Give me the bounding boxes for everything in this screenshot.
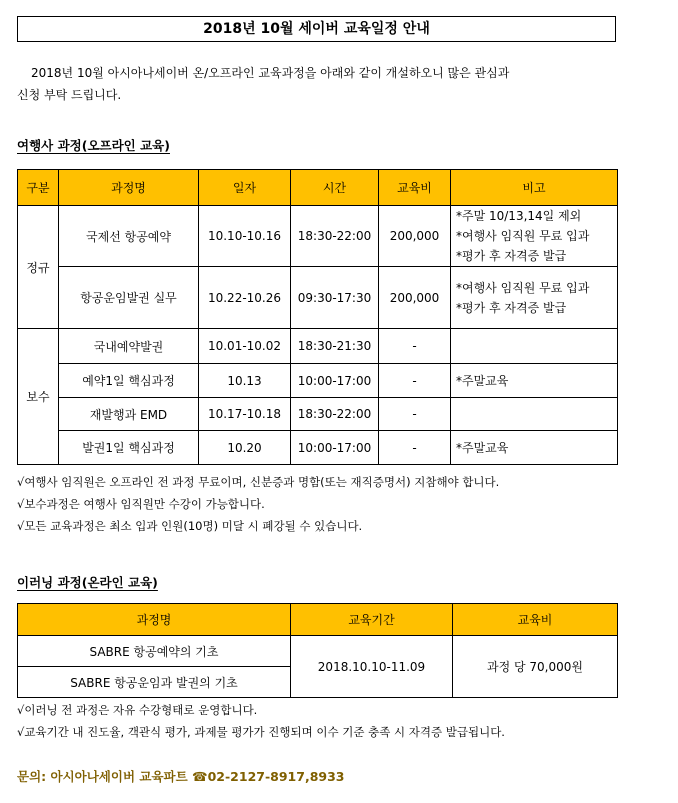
table-row [18,329,618,364]
remark-line: *주말 10/13,14일 제외 [456,209,582,223]
fee-cell: - [379,431,451,465]
date-cell: 10.10-10.16 [199,206,291,267]
remarks-cell: *주말교육 [451,364,618,398]
remarks-cell [451,329,618,364]
header-course: 과정명 [18,604,291,636]
fee-cell: - [379,364,451,398]
header-period: 교육기간 [291,604,453,636]
fee-cell: 200,000 [379,267,451,329]
footnote: √모든 교육과정은 최소 입과 인원(10명) 미달 시 폐강될 수 있습니다. [17,519,363,533]
course-cell: 국제선 항공예약 [59,206,199,267]
header-time: 시간 [291,170,379,206]
date-cell: 10.13 [199,364,291,398]
online-course-table [17,603,618,698]
fee-cell: 200,000 [379,206,451,267]
course-cell: 재발행과 EMD [59,398,199,431]
page-title: 2018년 10월 세이버 교육일정 안내 [17,16,616,42]
footnote: √보수과정은 여행사 임직원만 수강이 가능합니다. [17,497,265,511]
intro-line-1: 2018년 10월 아시아나세이버 온/오프라인 교육과정을 아래와 같이 개설하오니 많은 관심과 [31,66,510,80]
footnote: √이러닝 전 과정은 자유 수강형태로 운영합니다. [17,703,258,717]
time-cell: 18:30-21:30 [291,329,379,364]
category-cell: 정규 [18,206,59,329]
course-cell: 예약1일 핵심과정 [59,364,199,398]
remark-line: *여행사 임직원 무료 입과 [456,229,590,243]
course-cell: SABRE 항공운임과 발권의 기초 [18,667,291,698]
fee-cell: 과정 당 70,000원 [453,636,618,698]
header-remarks: 비고 [451,170,618,206]
online-section-heading: 이러닝 과정(온라인 교육) [17,575,158,590]
time-cell: 18:30-22:00 [291,398,379,431]
footnote: √여행사 임직원은 오프라인 전 과정 무료이며, 신분증과 명함(또는 재직증명서) 지참해야 합니다. [17,475,500,489]
intro-text [17,62,617,106]
fee-cell: - [379,398,451,431]
date-cell: 10.01-10.02 [199,329,291,364]
date-cell: 10.22-10.26 [199,267,291,329]
remarks-cell [451,206,618,267]
remark-line: *여행사 임직원 무료 입과 [456,280,590,295]
table-row [18,267,618,329]
date-cell: 10.17-10.18 [199,398,291,431]
online-header-row [18,604,618,636]
header-date: 일자 [199,170,291,206]
course-cell: SABRE 항공예약의 기초 [18,636,291,667]
header-category: 구분 [18,170,59,206]
offline-schedule-table [17,169,618,465]
time-cell: 09:30-17:30 [291,267,379,329]
offline-section-heading: 여행사 과정(오프라인 교육) [17,138,170,153]
table-row [18,206,618,267]
time-cell: 10:00-17:00 [291,364,379,398]
intro-line-2: 신청 부탁 드립니다. [17,88,122,102]
header-fee: 교육비 [379,170,451,206]
date-cell: 10.20 [199,431,291,465]
course-cell: 발권1일 핵심과정 [59,431,199,465]
offline-header-row [18,170,618,206]
offline-footnotes [17,471,499,537]
course-cell: 국내예약발권 [59,329,199,364]
online-footnotes [17,699,505,743]
footnote: √교육기간 내 진도율, 객관식 평가, 과제물 평가가 진행되며 이수 기준 충족 시 자격증 발급됩니다. [17,725,505,739]
header-fee: 교육비 [453,604,618,636]
remarks-cell [451,267,618,329]
course-cell: 항공운임발권 실무 [59,267,199,329]
remark-line: *평가 후 자격증 발급 [456,249,567,263]
remark-line: *평가 후 자격증 발급 [456,300,567,315]
time-cell: 10:00-17:00 [291,431,379,465]
header-course: 과정명 [59,170,199,206]
table-row [18,398,618,431]
table-row [18,431,618,465]
contact-info: 문의: 아시아나세이버 교육파트 ☎02-2127-8917,8933 [17,769,345,784]
time-cell: 18:30-22:00 [291,206,379,267]
table-row [18,636,618,667]
table-row [18,364,618,398]
period-cell: 2018.10.10-11.09 [291,636,453,698]
category-cell: 보수 [18,329,59,465]
fee-cell: - [379,329,451,364]
remarks-cell [451,398,618,431]
remarks-cell: *주말교육 [451,431,618,465]
